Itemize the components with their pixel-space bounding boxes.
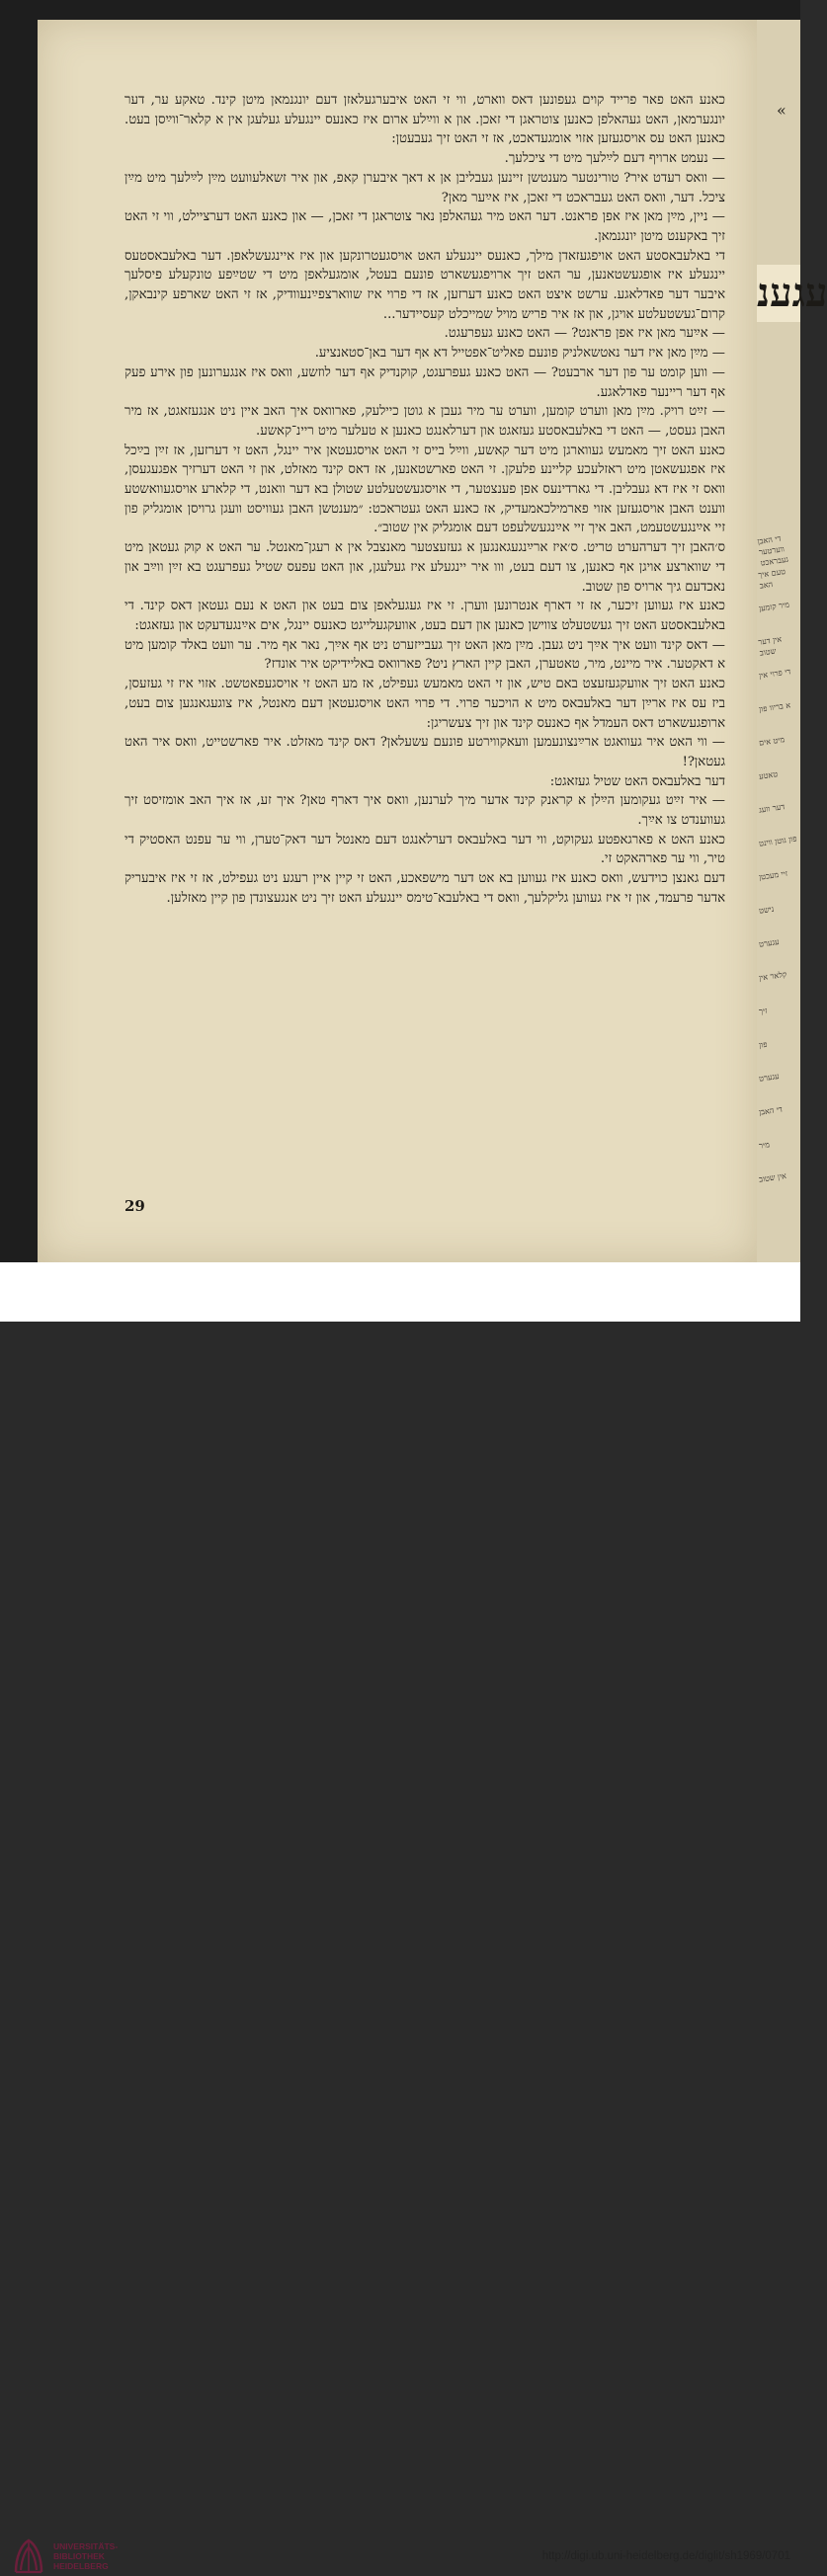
text-paragraph: כאנע האט א פארגאפטע געקוקט, ווי דער באלעבאס דערלאנגט דעם מאנטל דער דאק־טערן, ווי ער עפנט האסטיק די טיר, ווי ער פארהאקט זי. <box>124 832 725 867</box>
text-paragraph: — אײַער מאן איז אפן פראנט? — האט כאנע געפרעגט. <box>444 326 725 342</box>
text-paragraph: — ווען קומט ער פון דער ארבעט? — האט כאנע געפרעגט, קוקנדיק אף דער לוזשע, וואס איז אנגערונען פון אירע פעק אף דער ריינער פאדלאגע. <box>124 364 725 400</box>
adjacent-page-text: טאטע <box>758 769 779 781</box>
source-url-link[interactable]: http://digi.ub.uni-heidelberg.de/diglit/sh1969/0701 <box>541 2550 790 2562</box>
text-paragraph: כאנע האט זיך אוועקגעזעצט באם טיש, און זי האט מאמעש געפילט, אז מע האט זי אויסגעפאטשט. אזוי איז זי געזעסן, ביז עס איז ארײַן דער באלעבאס מיט א הויכער פרוי. די פרוי האט אויסגעטאן דעם מאנטל, איז צוגעגאנגען צום בעט, ארופגעשארט דאס העמדל אף כאנעס קינד און זיך צעשריגן: <box>124 677 725 731</box>
adjacent-page-text: נישט <box>758 904 775 916</box>
text-paragraph: ס׳האבן זיך דערהערט טריט. ס׳איז ארײַנגעגאנגען א געזעצטער מאנצבל אין א רעגן־מאנטל. ער האט א קוק געטאן מיט די שווארצע אויגן אף כאנען, צו דעם בעט, ווו איר יינגעלע איז געלעגן, און האט עפעס שטיל געפרעגט בא זײַן ווײַב און נאכדעם גיך ארויס פון שטוב. <box>124 540 725 595</box>
adjacent-page-text: אין דער שטוב <box>757 634 783 658</box>
university-logo-icon[interactable] <box>12 2536 45 2576</box>
text-paragraph: — ווי האט איר געוואגט ארײַנצונעמען וועאקווירטע פונעם עשעלאן? דאס קינד מאזלט. איר פארשטייט, וואס איר האט געטאן?! <box>124 735 725 769</box>
adjacent-page-text: דער וועג <box>758 802 786 815</box>
margin-mark: « <box>777 101 786 120</box>
text-paragraph: כאנע האט פאר פרייד קוים געפונען דאס ווארט, ווי זי האט איבערגעלאזן דעם יונגנמאן מיטן קינד. טאקע ער, דער יונגערמאן, האט געהאלפן כאנען צוטראגן די זאכן. און א ווײַלע ארום איז כאנעס יינגעלע געלעגן אין א קלאר־ווײַסן בעט. כאנען האט עס אויסגעזען אזוי אומגעדאכט, אז זי האט זיך געבעטן: <box>124 93 725 147</box>
library-name-line: UNIVERSITÄTS- <box>53 2541 119 2551</box>
adjacent-page-text: עגערט <box>758 936 781 949</box>
text-paragraph: כאנע האט זיך מאמעש געווארגן מיט דער קאשע, ווײַל בייס זי האט אויסגעטאן איר יינגל, האט זי דערזען, אז זײַן בײַכל איז אפגעשאטן מיט ראזלעכע קליינע פלעקן. זי האט פארשטאנען, אז דאס קינד מאזלט, און זי האט דערזיך אפגעגעסן, וואס זי איז דא געבליבן. די גארדינעס אפן פענצטער, די אויסגעשטעלטע שטולן בא דער וואנט, די קלארע אויסגעוואשטע ווענט האבן אויסגעזען אזוי פארמילכאמעדיק, אז כאנע האט געטראכט: ״מענטשן האבן געוויסט וועגן גרויסן אומגליק פון זיי אײַנגעשטעמט, האב איך זיי אײַנגעשלעפט דעם אומגליק אין שטוב״. <box>124 443 725 536</box>
text-paragraph: דער באלעבאס האט שטיל געזאגט: <box>549 773 725 789</box>
text-paragraph: — דאס קינד וועט איך אײַך ניט געבן. מײַן מאן האט זיך געבייזערט ניט אף אײַך, נאר אף מיר. ער וועט באלד קומען מיט א דאקטער. איר מיינט, מיר, טאטערן, האבן קיין הארץ ניט? פארוואס באליידיקט איר אונדז? <box>124 637 725 673</box>
adjacent-page-text: טעם איך האב <box>757 567 786 591</box>
text-paragraph: — זײַט רויק. מײַן מאן ווערט קומען, ווערט ער מיר געבן א גוטן כיילעק, פארוואס איך האב איין ניט אנגעזאגט, אז מיר האבן געסט, — האט די באלעבאסטע געזאגט און דערלאנגט כאנען א טעלער מיט ריינ־קאשע. <box>124 404 725 439</box>
library-name-line: BIBLIOTHEK <box>53 2551 105 2561</box>
book-page <box>38 20 757 1262</box>
adjacent-page-text: זיי מעכטן <box>758 868 788 882</box>
adjacent-page-text: מיר <box>758 1140 771 1151</box>
adjacent-page-edge <box>757 20 827 1262</box>
text-paragraph: דעם גאנצן כוידעש, וואס כאנע איז געווען בא אט דער מישפאכע, האט זי קיין איין רעגע ניט געפילט, אז זי איז איבעריק אדער פרעמד, און זי איז געווען גליקלעך, וואס די באלעבא־טימס יינגעלע האט זיך ניט אנגעצונדן פון קיין מאזלען. <box>124 871 725 906</box>
library-name-line: HEIDELBERG <box>53 2561 109 2571</box>
text-paragraph: — נעמט ארויף דעם לײַלעך מיט די ציכלעך. <box>504 151 725 167</box>
text-paragraph: — איר זײַט געקומען הײַלן א קראנק קינד אדער מיך לערנען, וואס איך דארף טאן? איך זע, אז איך האב אומזיסט זיך געווענדט צו אײַך. <box>124 793 725 829</box>
adjacent-page-text: קלאר אין <box>758 969 787 983</box>
viewer-footer <box>0 1262 800 2571</box>
yiddish-text-body <box>124 91 725 909</box>
adjacent-page-text: די האבן ווערטער געבראכט <box>757 533 789 568</box>
text-paragraph: די באלעבאסטע האט אויפגעזאדן מילך, כאנעס יינגעלע האט אויסגעטרונקען און איז איינגעשלאפן. דער באלעבאסטעס יינגעלע איז אופגעשטאנען, ער האט זיך ארויפגעשארט פונעם בעטל, אומגעלאפן מיט די שטײַפע טונקעלע פיסלעך איבער דער פאדלאגע. ערשט איצט האט כאנע דערזען, אז די פרוי איז שווארצפײַנעוודיק, אז זי האט שארפע קינבאקן, קרום־געשטעלטע אויגן, און אז איר פריש מויל שמייכלט קעסיידער... <box>124 248 725 322</box>
adjacent-page-text: זיך <box>758 1006 769 1016</box>
library-name[interactable] <box>53 2541 118 2571</box>
adjacent-page-text: א בריוו פון <box>758 700 791 714</box>
adjacent-page-text: די האבן <box>758 1104 784 1117</box>
adjacent-page-text: פון <box>758 1039 769 1050</box>
adjacent-page-text: פון גוטן ווינט <box>758 834 797 848</box>
page-number: 29 <box>124 1197 145 1215</box>
text-paragraph: — מײַן מאן איז דער נאטשאלניק פונעם פאליט־אפטייל דא אף דער באן־סטאנציע. <box>314 346 725 362</box>
adjacent-page-text: עגערט <box>758 1071 781 1084</box>
adjacent-page-text: מיר קומען <box>758 600 790 613</box>
text-paragraph: — וואס רעדט איר? טורינטער מענטשן זיינען געבליבן אן א דאך איבערן קאפ, און איר זשאלעוועט מײַן לײַלעך מיט מײַן ציכל. דער, וואס האט געבראכט די זאכן, איז אײַער מאן? <box>124 170 725 205</box>
adjacent-page-text: מיט אים <box>758 735 786 748</box>
adjacent-page-text: אין שטוב <box>758 1170 787 1184</box>
text-paragraph: כאנע איז געווען זיכער, אז זי דארף אנטרונען ווערן. זי איז געגעלאפן צום בעט און האט א נעם געטאן דאס קינד. די באלעבאסטע האט זיך געשטעלט צווישן כאנען און דעם בעט, אוועקגעלייגט כאנעס יינגל, אים אײַנגעדעקט און געזאגט: <box>124 599 725 633</box>
text-paragraph: — ניין, מײַן מאן איז אפן פראנט. דער האט מיר געהאלפן נאר צוטראגן די זאכן, — און כאנע האט דערציילט, ווי זי האט זיך באקענט מיטן יונגנמאן. <box>124 209 725 244</box>
adjacent-page-title: עגענ <box>757 265 800 322</box>
adjacent-page-text: די פרוי אין <box>758 667 791 681</box>
